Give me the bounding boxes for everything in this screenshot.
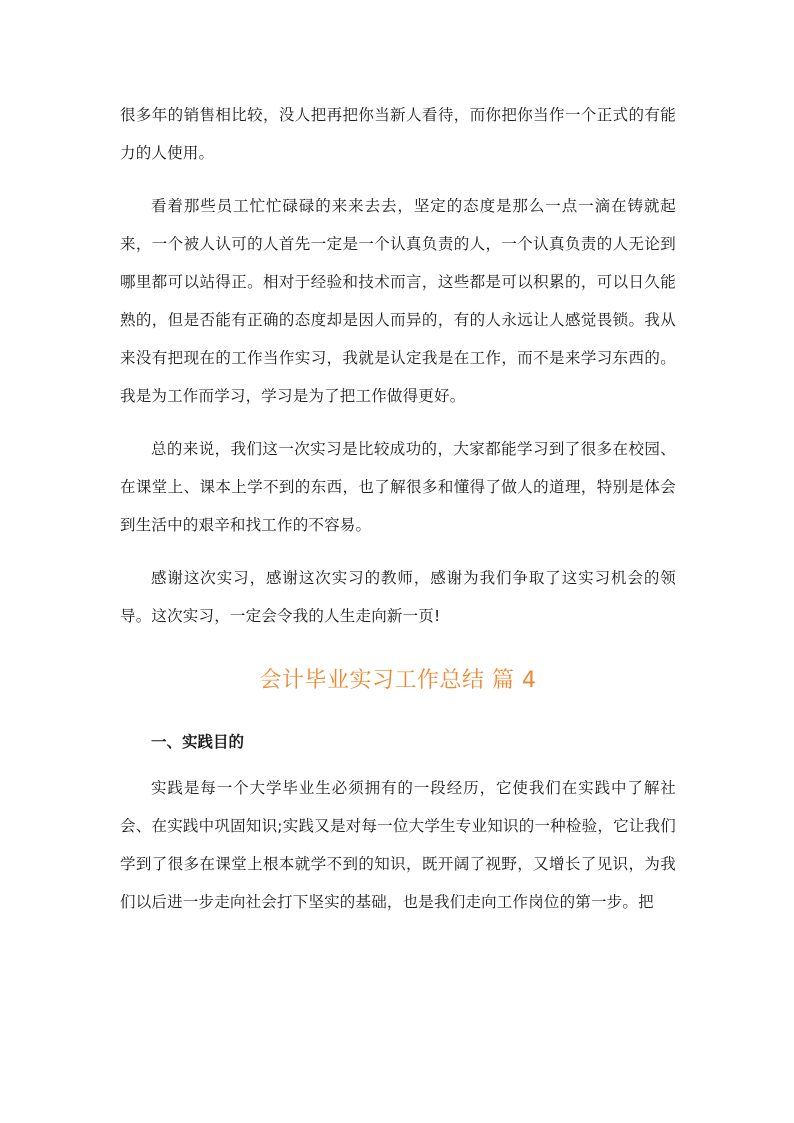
section-title: 会计毕业实习工作总结 篇 4 [259,668,537,693]
paragraph-summary: 总的来说，我们这一次实习是比较成功的，大家都能学习到了很多在校园、在课堂上、课本上学不到的东西，也了解很多和懂得了做人的道理，特别是体会到生活中的艰辛和找工作的不容易。 [120,440,676,534]
paragraph-continuation: 很多年的销售相比较，没人把再把你当新人看待，而你把你当作一个正式的有能力的人使用。 [120,106,676,162]
document-page [120,96,676,921]
paragraph-thanks: 感谢这次实习，感谢这次实习的教师，感谢为我们争取了这实习机会的领导。这次实习，一定会令我的人生走向新一页! [120,569,676,625]
paragraph-attitude: 看着那些员工忙忙碌碌的来来去去，坚定的态度是那么一点一滴在铸就起来，一个被人认可的人首先一定是一个认真负责的人，一个认真负责的人无论到哪里都可以站得正。相对于经验和技术而言，这些都是可以积累的，可以日久能熟的，但是否能有正确的态度却是因人而异的，有的人永远让人感觉畏锁。我从来没有把现在的工作当作实习，我就是认定我是在工作，而不是来学习东西的。我是为工作而学习，学习是为了把工作做得更好。 [120,197,676,405]
subheading-practice-purpose: 一、实践目的 [151,733,245,751]
paragraph-practice: 实践是每一个大学毕业生必须拥有的一段经历，它使我们在实践中了解社会、在实践中巩固知识;实践又是对每一位大学生专业知识的一种检验，它让我们学到了很多在课堂上根本就学不到的知识，既开阔了视野，又增长了见识，为我们以后进一步走向社会打下坚实的基础，也是我们走向工作岗位的第一步。把 [120,779,676,911]
